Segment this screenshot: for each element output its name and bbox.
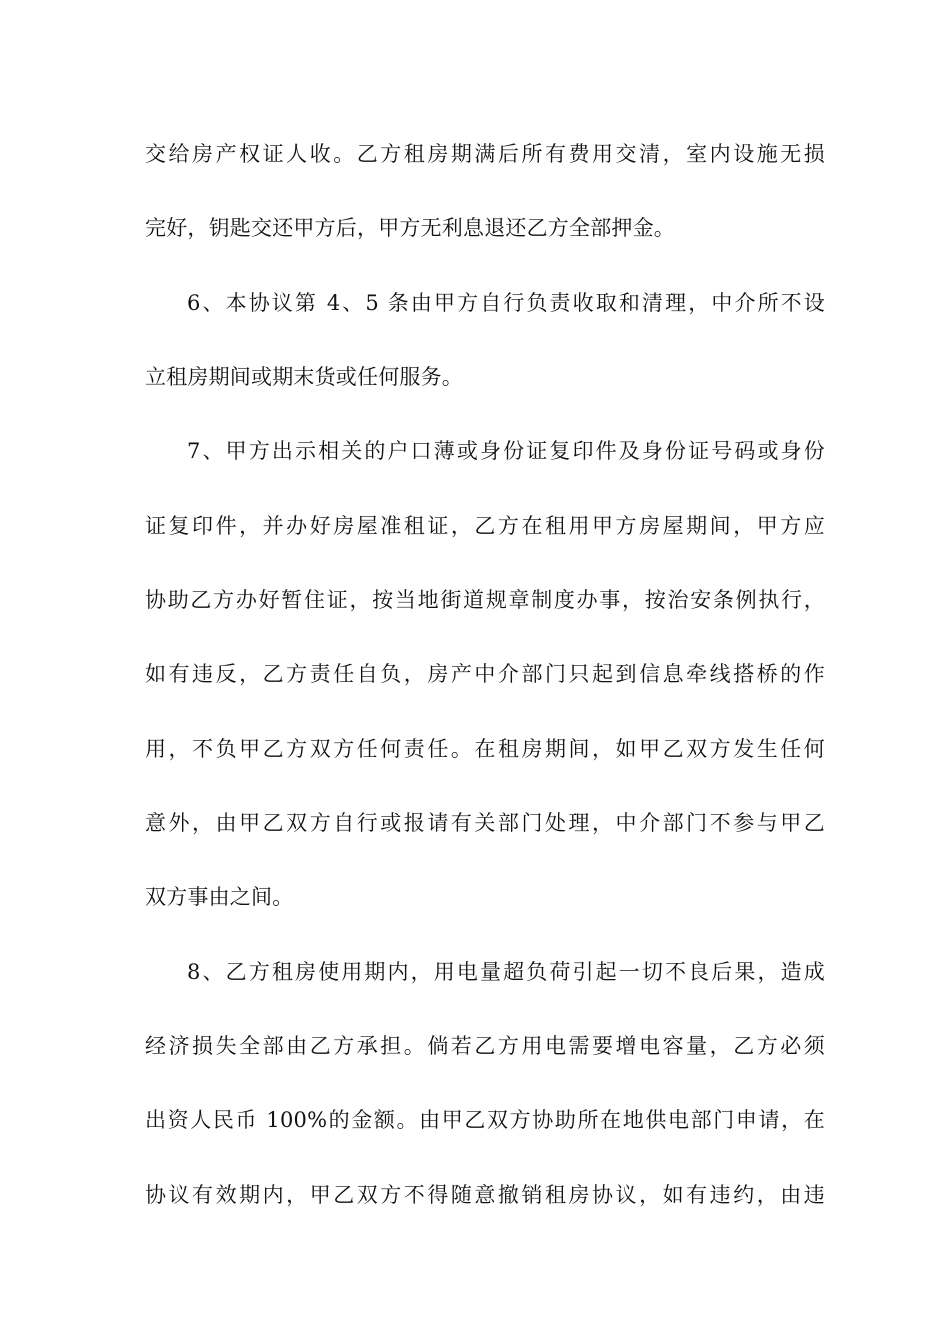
text-line: 用，不负甲乙方双方任何责任。在租房期间，如甲乙双方发生任何 (145, 737, 825, 761)
text-line: 双方事由之间。 (145, 885, 294, 909)
text-line: 6、本协议第 4、5 条由甲方自行负责收取和清理，中介所不设 (187, 291, 825, 315)
text-line: 经济损失全部由乙方承担。倘若乙方用电需要增电容量，乙方必须 (145, 1034, 825, 1058)
text-line: 协助乙方办好暂住证，按当地街道规章制度办事，按治安条例执行， (145, 588, 825, 612)
text-line: 如有违反，乙方责任自负，房产中介部门只起到信息牵线搭桥的作 (145, 662, 825, 686)
text-line: 意外，由甲乙双方自行或报请有关部门处理，中介部门不参与甲乙 (145, 811, 825, 835)
text-line: 出资人民币 100%的金额。由甲乙双方协助所在地供电部门申请，在 (145, 1108, 825, 1132)
text-line: 完好，钥匙交还甲方后，甲方无利息退还乙方全部押金。 (145, 216, 675, 240)
text-line: 交给房产权证人收。乙方租房期满后所有费用交清，室内设施无损 (145, 142, 825, 166)
text-line: 7、甲方出示相关的户口薄或身份证复印件及身份证号码或身份 (187, 439, 825, 463)
text-line: 立租房期间或期末货或任何服务。 (145, 365, 463, 389)
text-line: 协议有效期内，甲乙双方不得随意撤销租房协议，如有违约，由违 (145, 1183, 825, 1207)
text-line: 8、乙方租房使用期内，用电量超负荷引起一切不良后果，造成 (187, 960, 825, 984)
text-line: 证复印件，并办好房屋准租证，乙方在租用甲方房屋期间，甲方应 (145, 514, 825, 538)
